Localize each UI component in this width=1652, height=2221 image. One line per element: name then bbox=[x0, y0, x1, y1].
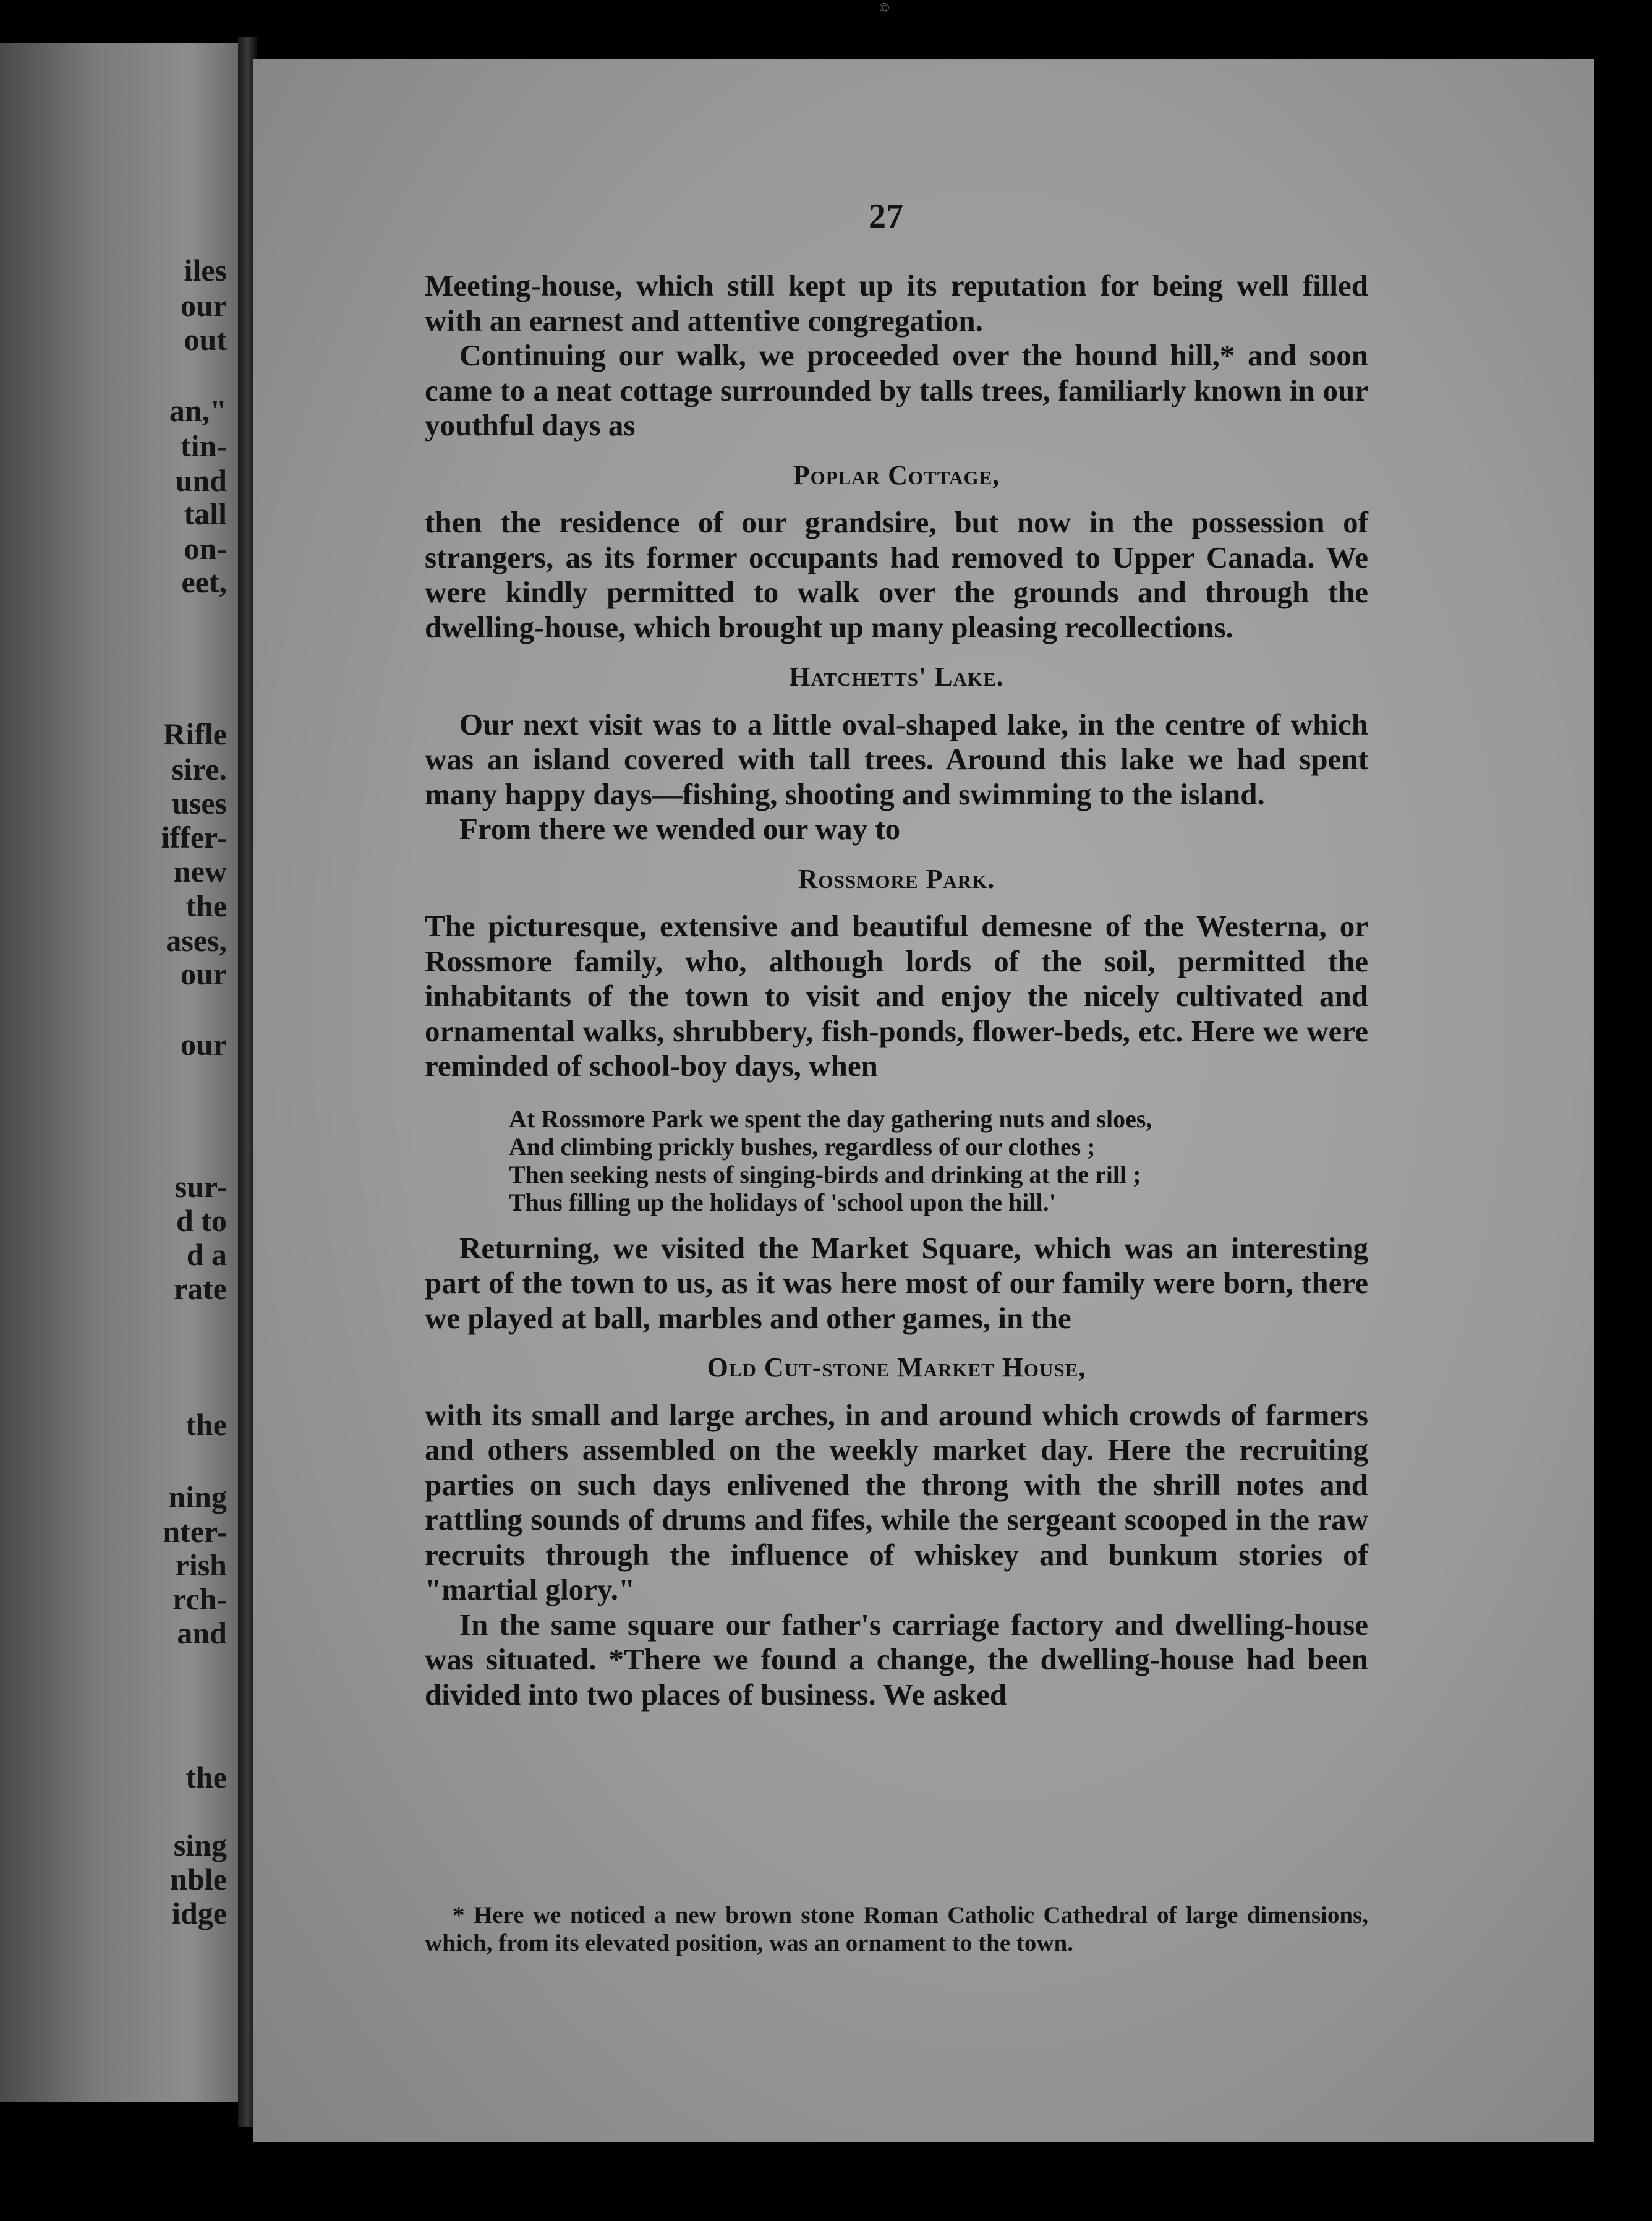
left-line-fragment: tall bbox=[184, 497, 227, 531]
section-heading: Hatchetts' Lake. bbox=[789, 662, 1004, 692]
left-line-fragment: rate bbox=[173, 1271, 227, 1306]
left-line-fragment: tin- bbox=[181, 428, 227, 463]
page-number: 27 bbox=[869, 197, 903, 236]
left-line-fragment: ning bbox=[168, 1480, 227, 1514]
body-text bbox=[425, 268, 1368, 1712]
left-line-fragment: sing bbox=[173, 1828, 227, 1862]
left-line-fragment: and bbox=[177, 1616, 227, 1650]
paragraph: Continuing our walk, we proceeded over the hound hill,* and soon came to a neat cottage surrounded by talls trees, familiarly known in our youthful days as bbox=[425, 338, 1368, 442]
left-line-fragment: our bbox=[181, 957, 227, 991]
left-line-fragment: new bbox=[173, 854, 227, 889]
left-line-fragment: nter- bbox=[163, 1514, 227, 1549]
verse-line: At Rossmore Park we spent the day gathering nuts and sloes, bbox=[509, 1104, 1152, 1133]
left-line-fragment: on- bbox=[184, 531, 227, 566]
left-line-fragment: sire. bbox=[171, 752, 227, 787]
left-line-fragment: d a bbox=[186, 1237, 227, 1272]
section-heading: Rossmore Park. bbox=[798, 863, 995, 894]
left-line-fragment: an," bbox=[169, 393, 227, 428]
left-line-fragment: idge bbox=[172, 1896, 227, 1930]
left-line-fragment: the bbox=[185, 889, 227, 923]
left-line-fragment: the bbox=[185, 1760, 227, 1794]
verse-line: Then seeking nests of singing-birds and drinking at the rill ; bbox=[509, 1160, 1141, 1188]
left-line-fragment: our bbox=[181, 288, 227, 323]
left-line-fragment: und bbox=[175, 463, 227, 498]
paragraph: Meeting-house, which still kept up its reputation for being well filled with an earnest and attentive congregation. bbox=[425, 268, 1368, 338]
left-line-fragment: ases, bbox=[166, 923, 227, 958]
paragraph: The picturesque, extensive and beautiful demesne of the Westerna, or Rossmore family, who, although lords of the soil, permitted the inhabitants of the town to visit and enjoy the nicely cultivated and ornamental walks, shrubbery, fish-ponds, flower-beds, etc. Here we were reminded of school-boy days, when bbox=[425, 909, 1368, 1083]
footnote-text: * Here we noticed a new brown stone Roman Catholic Cathedral of large dimensions, which, from its elevated position, was an ornament to the town. bbox=[425, 1902, 1368, 1956]
top-mark: © bbox=[879, 0, 890, 15]
verse-block bbox=[509, 1105, 1368, 1216]
left-line-fragment: iffer- bbox=[161, 820, 227, 855]
left-line-fragment: Rifle bbox=[163, 717, 227, 751]
left-line-fragment: rish bbox=[175, 1548, 227, 1582]
left-line-fragment: the bbox=[185, 1407, 227, 1442]
paragraph: Returning, we visited the Market Square, which was an interesting part of the town to us, as it was here most of our family were born, there we played at ball, marbles and other games, in the bbox=[425, 1230, 1368, 1335]
footnote bbox=[425, 1901, 1368, 1957]
left-facing-page bbox=[0, 43, 238, 2102]
paragraph: with its small and large arches, in and around which crowds of farmers and others assembled on the weekly market day. Here the recruiting parties on such days enlivened the throng with the shrill notes and rattling sounds of drums and fifes, while the sergeant scooped in the raw recruits through the influence of whiskey and bunkum stories of "martial glory." bbox=[425, 1397, 1368, 1606]
paragraph: In the same square our father's carriage factory and dwelling-house was situated. *There we found a change, the dwelling-house had been divided into two places of business. We asked bbox=[425, 1607, 1368, 1712]
left-line-fragment: our bbox=[181, 1027, 227, 1062]
left-line-fragment: nble bbox=[170, 1862, 227, 1896]
left-line-fragment: iles bbox=[184, 253, 227, 288]
left-line-fragment: out bbox=[184, 322, 227, 357]
left-line-fragment: rch- bbox=[172, 1582, 227, 1616]
paragraph: then the residence of our grandsire, but now in the possession of strangers, as its former occupants had removed to Upper Canada. We were kindly permitted to walk over the grounds and through the dwelling-house, which brought up many pleasing recollections. bbox=[425, 505, 1368, 644]
section-heading: Poplar Cottage, bbox=[793, 459, 1000, 490]
paragraph: From there we wended our way to bbox=[459, 812, 901, 846]
left-line-fragment: eet, bbox=[181, 565, 227, 599]
section-heading: Old Cut-stone Market House, bbox=[707, 1352, 1086, 1383]
verse-line: And climbing prickly bushes, regardless of our clothes ; bbox=[509, 1132, 1096, 1161]
verse-line: Thus filling up the holidays of 'school upon the hill.' bbox=[509, 1188, 1056, 1216]
left-line-fragment: uses bbox=[172, 786, 227, 821]
left-line-fragment: sur- bbox=[174, 1169, 227, 1204]
paragraph: Our next visit was to a little oval-shaped lake, in the centre of which was an island covered with tall trees. Around this lake we had spent many happy days—fishing, shooting and swimming to the island. bbox=[425, 707, 1368, 811]
left-line-fragment: d to bbox=[176, 1203, 227, 1238]
